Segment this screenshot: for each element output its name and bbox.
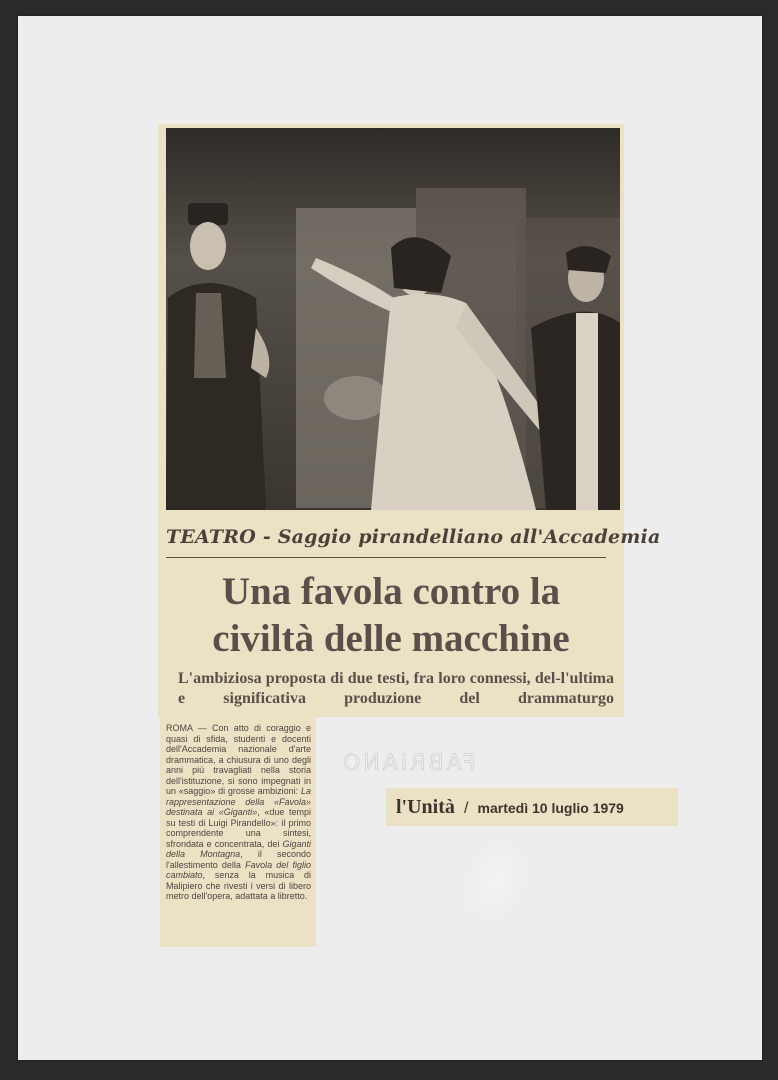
kicker-divider [166,557,606,558]
article-body [166,723,311,902]
source-line [396,796,624,819]
body-text-1: ROMA — Con atto di coraggio e quasi di sfida, studenti e docenti dell'Accademia nazionale d'arte drammatica, a chiusura di uno degli anni più travagliati nella storia dell'istituzione, si sono impegnati in un «saggio» di grosse ambizioni: [166,723,311,796]
stage-photo [166,128,620,510]
newspaper-name: l'Unità [396,796,455,818]
archive-sheet [18,16,762,1060]
body-title-2: Giganti della Montagna [166,838,311,859]
newspaper-clipping [158,124,661,717]
headline-line-1: Una favola contro la [221,570,561,613]
paper-watermark: FABRIANO [340,751,476,776]
body-title-3: Favola del figlio cambiato [166,859,311,880]
body-title-1: La rappresentazione della «Favola» destinata ai «Giganti» [166,786,311,817]
source-separator: / [464,800,469,817]
source-clipping [386,788,678,826]
publication-date: martedì 10 luglio 1979 [477,800,624,816]
article-column-clipping [160,717,316,947]
body-text-2: , «due tempi su testi di Luigi Pirandello»: il primo comprendente una sintesi, sfrondata e concentrata, dei [166,807,311,849]
headline-line-2: civiltà delle macchine [212,617,570,660]
article-headline [168,568,614,662]
body-text-3: , il secondo l'allestimento della [166,849,311,870]
stage-scene-photo-icon [166,128,620,510]
section-kicker: TEATRO - Saggio pirandelliano all'Accademia [166,526,661,548]
body-text-4: , senza la musica di Malipiero che rivesti i versi di libero metro dell'opera, adattata a libretto. [166,870,311,901]
article-subhead: L'ambiziosa proposta di due testi, fra loro connessi, del-l'ultima e significativa produzione del drammaturgo [178,670,614,707]
paper-stain [452,828,539,933]
